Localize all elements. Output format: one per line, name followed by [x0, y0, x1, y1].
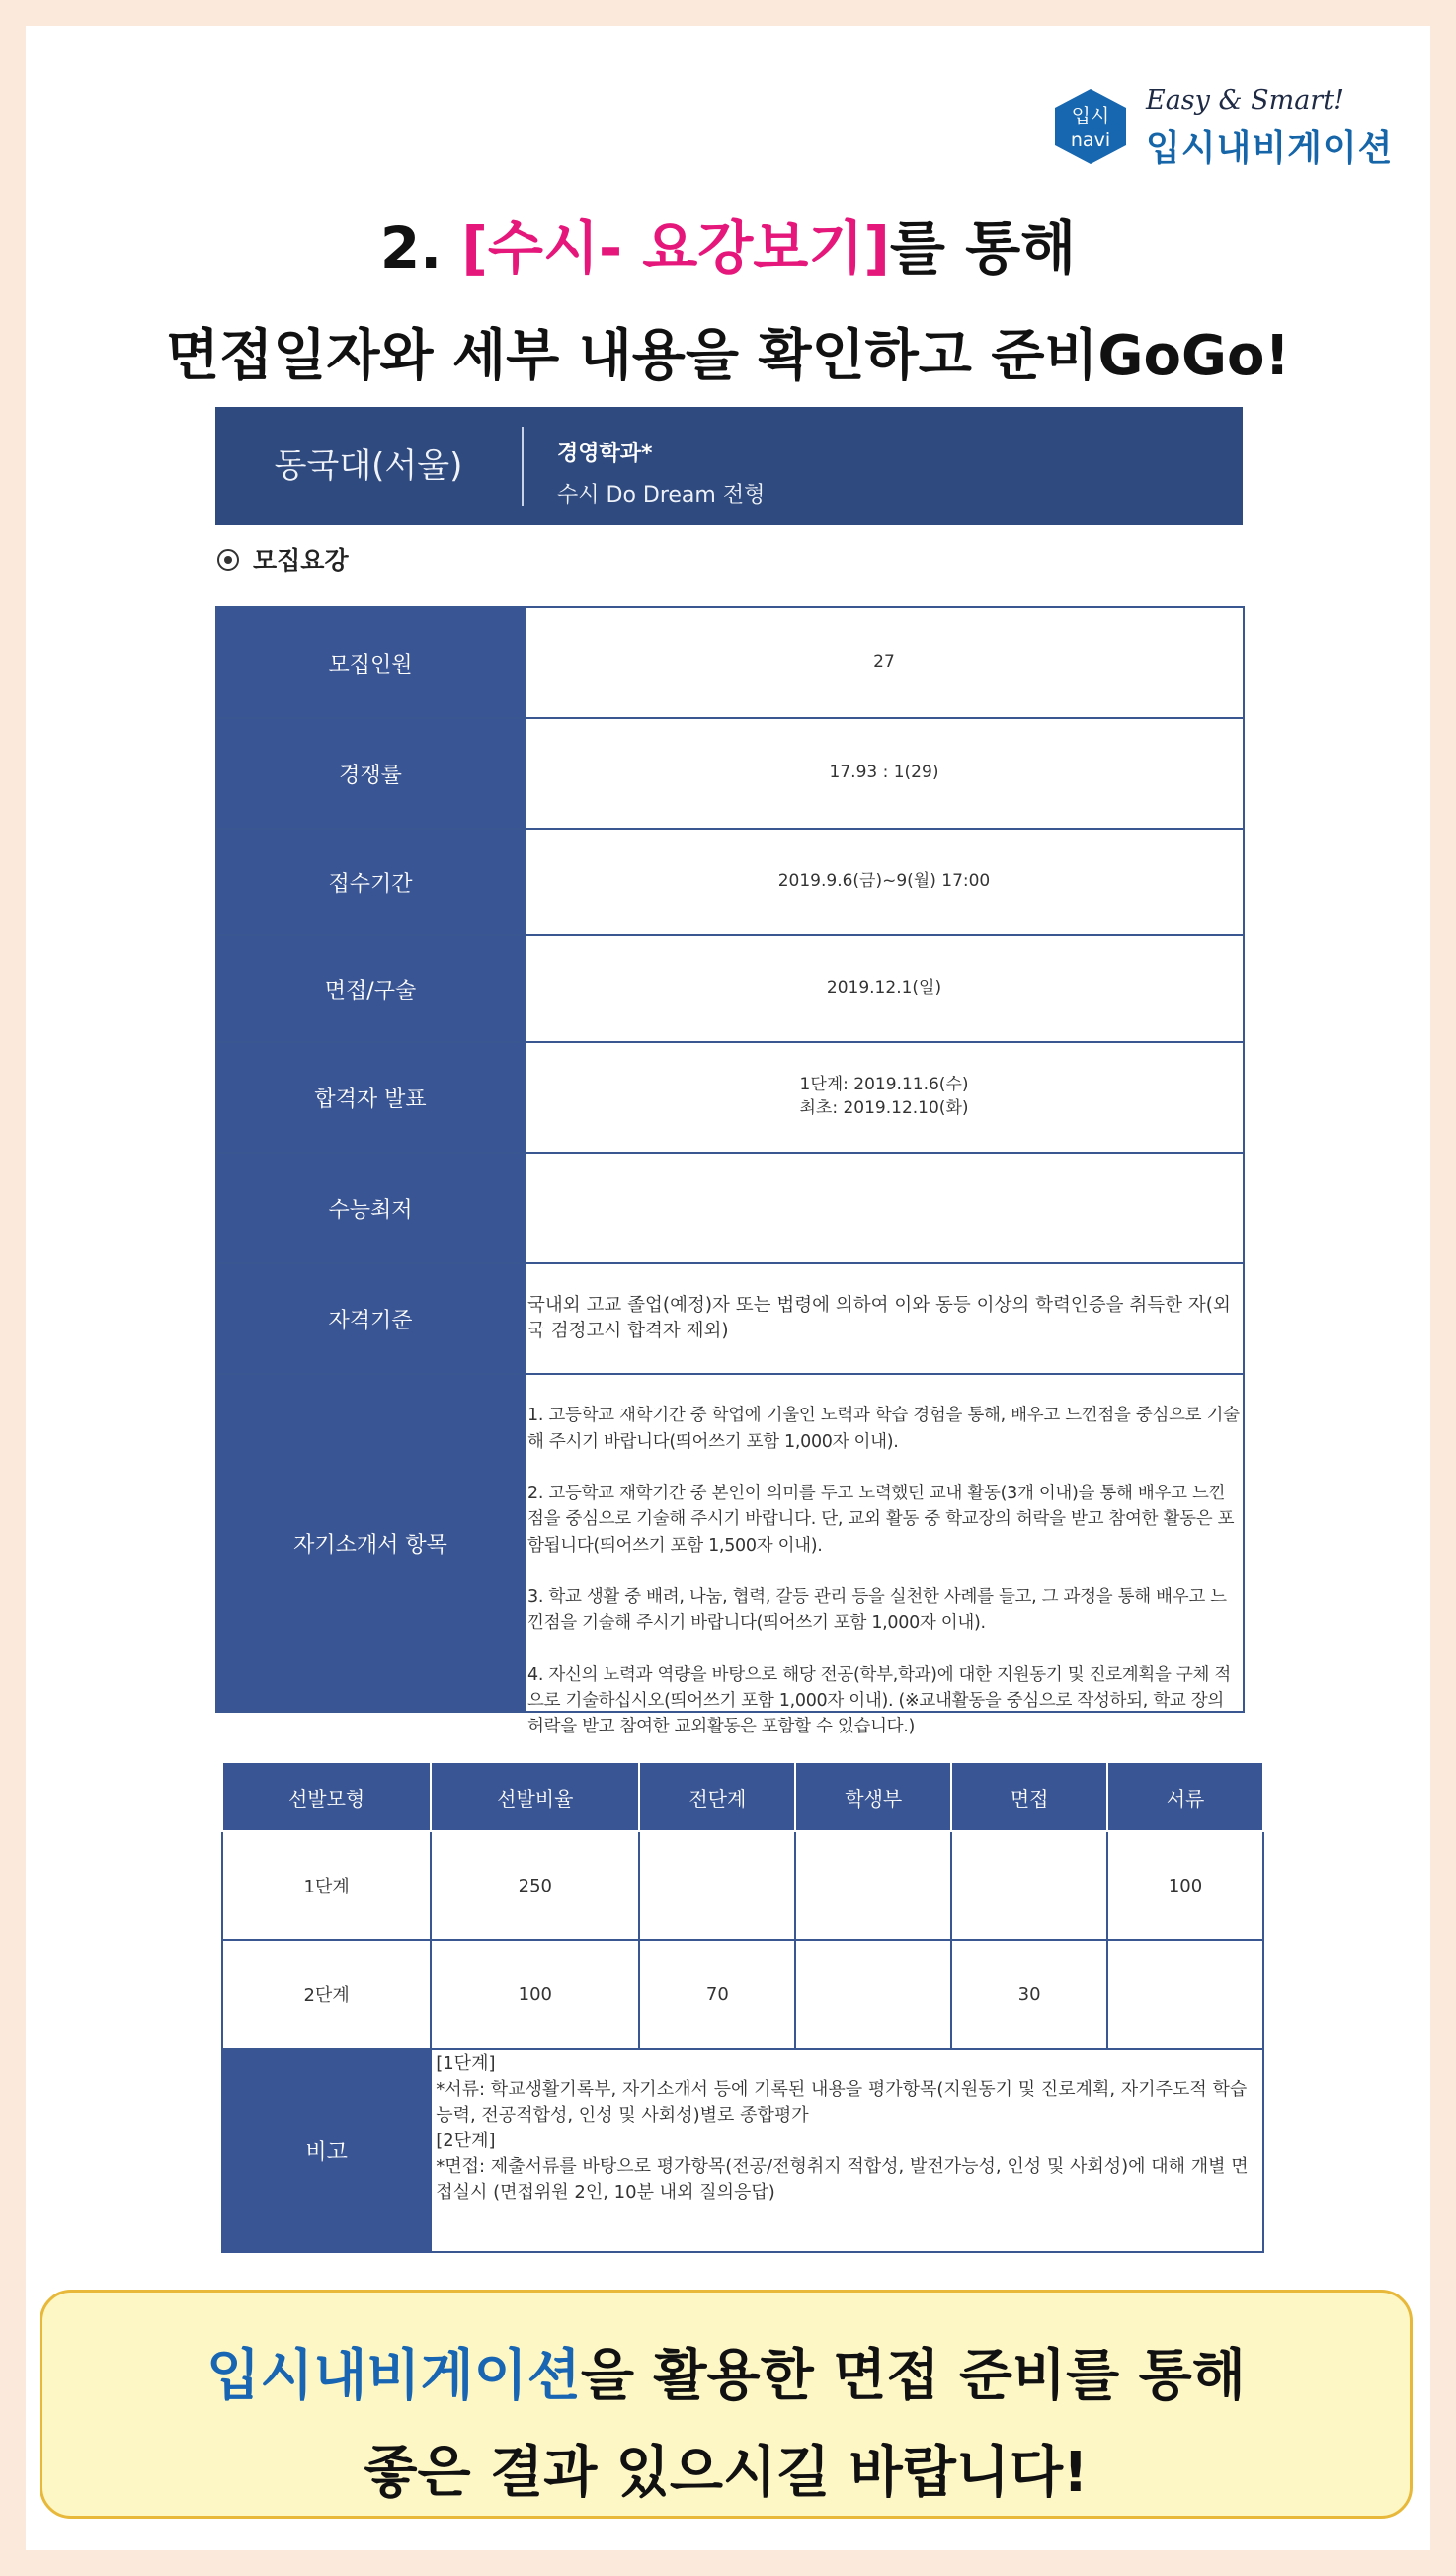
announce-final: 최초: 2019.12.10(화)	[799, 1098, 969, 1118]
headline-line2: 면접일자와 세부 내용을 확인하고 준비GoGo!	[166, 324, 1290, 388]
row-key: 경쟁률	[217, 719, 524, 828]
callout-line1	[42, 2332, 1410, 2411]
headline-highlight: [수시- 요강보기]	[461, 214, 890, 282]
essay-item: 1. 고등학교 재학기간 중 학업에 기울인 노력과 학습 경험을 통해, 배우고 느낀점을 중심으로 기술해 주시기 바랍니다(띄어쓰기 포함 1,000자 이내).	[527, 1406, 1240, 1452]
row-value: 국내외 고교 졸업(예정)자 또는 법령에 의하여 이와 동등 이상의 학력인증을 취득한 자(외국 검정고시 합격자 제외)	[524, 1264, 1243, 1373]
column-header: 서류	[1107, 1762, 1263, 1831]
table-row	[215, 830, 1245, 936]
table-row	[215, 719, 1245, 830]
essay-item: 4. 자신의 노력과 역량을 바탕으로 해당 전공(학부,학과)에 대한 지원동기 및 진로계획을 구체 적으로 기술하십시오(띄어쓰기 포함 1,000자 이내). (※교내활동을 중심으로 작성하되, 학교 장의 허락을 받고 참여한 교외활동은 포함할 수 있습니다.)	[527, 1664, 1231, 1737]
table-cell	[951, 1831, 1107, 1940]
row-value	[524, 1043, 1243, 1152]
poster	[26, 26, 1430, 2550]
callout-line1-rest: 을 활용한 면접 준비를 통해	[580, 2344, 1246, 2408]
essay-item: 2. 고등학교 재학기간 중 본인이 의미를 두고 노력했던 교내 활동(3개 이내)을 통해 배우고 느낀점을 중심으로 기술해 주시기 바랍니다. 단, 교외 활동 중 학교장의 허락을 받고 참여한 활동은 포함됩니다(띄어쓰기 포함 1,500자 이내).	[527, 1484, 1235, 1556]
column-header: 선발비율	[431, 1762, 639, 1831]
column-header: 학생부	[795, 1762, 951, 1831]
row-key: 모집인원	[217, 608, 524, 717]
table-row	[222, 1831, 1263, 1940]
table-cell: 250	[431, 1831, 639, 1940]
announce-stage1: 1단계: 2019.11.6(수)	[799, 1075, 969, 1095]
note-line: *서류: 학교생활기록부, 자기소개서 등에 기록된 내용을 평가항목(지원동기 및 진로계획, 자기주도적 학습능력, 전공적합성, 인성 및 사회성)별로 종합평가	[436, 2079, 1248, 2127]
table-row	[215, 606, 1245, 719]
row-key: 자격기준	[217, 1264, 524, 1373]
table-cell: 1단계	[222, 1831, 431, 1940]
logo-hex-line1: 입시	[1071, 104, 1110, 127]
note-line: [1단계]	[436, 2053, 496, 2074]
logo-tagline: Easy & Smart!	[1146, 85, 1344, 116]
table-cell: 100	[431, 1940, 639, 2049]
table-cell: 70	[639, 1940, 795, 2049]
table-row	[222, 2049, 1263, 2252]
table-cell: 100	[1107, 1831, 1263, 1940]
school-name: 동국대(서울)	[274, 446, 463, 486]
row-value: 17.93 : 1(29)	[524, 719, 1243, 828]
section-title	[217, 541, 349, 577]
row-key: 자기소개서 항목	[217, 1375, 524, 1711]
table-row	[215, 936, 1245, 1043]
row-key: 접수기간	[217, 830, 524, 934]
callout-line2: 좋은 결과 있으시길 바랍니다!	[364, 2441, 1089, 2505]
table-row	[215, 1154, 1245, 1264]
essay-item: 3. 학교 생활 중 배려, 나눔, 협력, 갈등 관리 등을 실천한 사례를 들고, 그 과정을 통해 배우고 느낀점을 기술해 주시기 바랍니다(띄어쓰기 포함 1,000자 이내).	[527, 1587, 1227, 1634]
table-cell	[1107, 1940, 1263, 2049]
note-line: [2단계]	[436, 2131, 496, 2152]
table-cell	[795, 1831, 951, 1940]
closing-callout	[40, 2290, 1413, 2519]
note-content	[431, 2049, 1263, 2252]
essay-items	[524, 1375, 1243, 1737]
note-line: *면접: 제출서류를 바탕으로 평가항목(전공/전형취지 적합성, 발전가능성, 인성 및 사회성)에 대해 개별 면접실시 (면접위원 2인, 10분 내외 질의응답)	[436, 2156, 1249, 2204]
selection-table	[221, 1761, 1264, 2253]
callout-brand: 입시내비게이션	[206, 2344, 581, 2408]
table-row	[215, 1264, 1245, 1375]
table-row	[215, 1043, 1245, 1154]
row-key: 합격자 발표	[217, 1043, 524, 1152]
school-banner	[215, 407, 1243, 525]
brand-logo[interactable]	[1053, 65, 1428, 169]
row-key: 면접/구술	[217, 936, 524, 1041]
headline-prefix: 2.	[379, 214, 462, 282]
table-row	[215, 1375, 1245, 1737]
row-key: 수능최저	[217, 1154, 524, 1262]
column-header: 전단계	[639, 1762, 795, 1831]
logo-name: 입시내비게이션	[1146, 128, 1394, 169]
row-value: 2019.9.6(금)~9(월) 17:00	[524, 830, 1243, 934]
section-title-text: 모집요강	[253, 546, 349, 575]
table-cell: 30	[951, 1940, 1107, 2049]
admission-track: 수시 Do Dream 전형	[557, 483, 766, 508]
headline-line1	[26, 201, 1430, 284]
bullet-circle-icon	[217, 549, 239, 571]
hexagon-logo-icon	[1053, 87, 1128, 166]
table-cell: 2단계	[222, 1940, 431, 2049]
column-header: 선발모형	[222, 1762, 431, 1831]
column-header: 면접	[951, 1762, 1107, 1831]
headline-suffix: 를 통해	[889, 214, 1077, 282]
note-label: 비고	[222, 2049, 431, 2252]
row-value	[524, 1154, 1243, 1262]
table-cell	[639, 1831, 795, 1940]
banner-divider	[522, 427, 524, 506]
row-value: 2019.12.1(일)	[524, 936, 1243, 1041]
recruitment-table	[215, 606, 1245, 1737]
major-name: 경영학과*	[557, 442, 653, 466]
row-value: 27	[524, 608, 1243, 717]
table-row	[222, 1940, 1263, 2049]
table-header-row	[222, 1762, 1263, 1831]
logo-hex-line2: navi	[1070, 129, 1111, 151]
table-cell	[795, 1940, 951, 2049]
